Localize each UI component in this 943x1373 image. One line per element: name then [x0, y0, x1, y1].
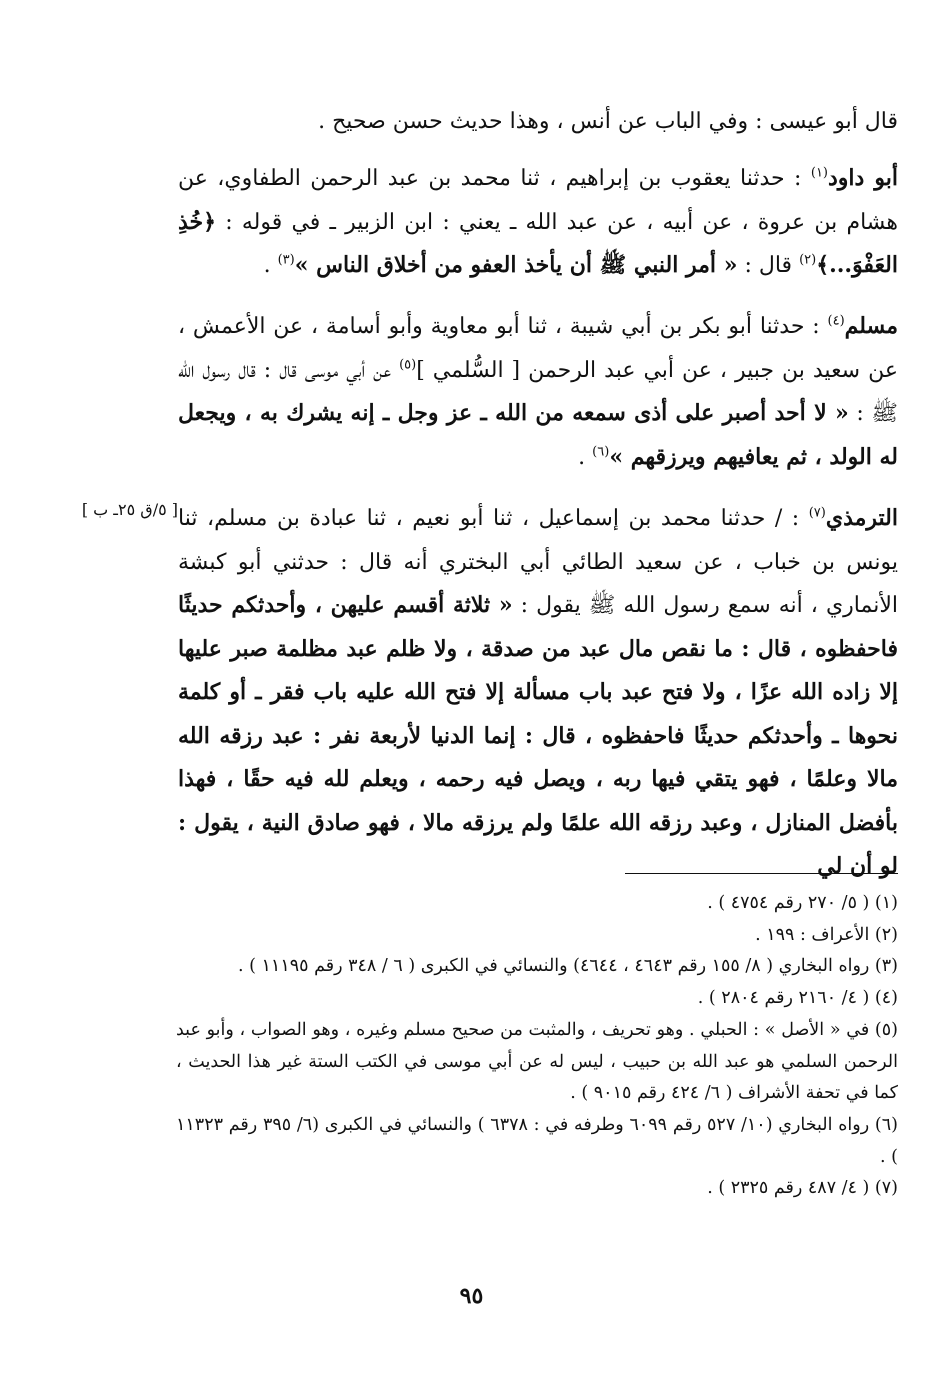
- footnote-marker: (١): [810, 165, 828, 181]
- footnote-1: (١) ( ٥/ ٢٧٠ رقم ٤٧٥٤ ) .: [707, 893, 898, 913]
- source-name: الترمذي: [825, 505, 898, 531]
- footnotes-list: [176, 888, 898, 1205]
- text-run: : / حدثنا محمد بن إسماعيل ، ثنا أبو نعيم ، ثنا عبادة بن مسلم، ثنا يونس بن خباب ، عن سعيد الطائي أبي البختري أنه قال : حدثني أبو كبشة الأنماري ، أنه سمع رسول الله ﷺ يقول :: [178, 506, 899, 618]
- footnote-5: (٥) في « الأصل » : الحبلي . وهو تحريف ، والمثبت من صحيح مسلم وغيره ، وهو الصواب ، وأبو عبد الرحمن السلمي هو عبد الله بن حبيب ، ليس له عن أبي موسى في الكتب الستة غير هذا الحديث ، كما في تحفة الأشراف ( ٦/ ٤٢٤ رقم ٩٠١٥ ) .: [176, 1019, 898, 1104]
- footnote-7: (٧) ( ٤/ ٤٨٧ رقم ٢٣٢٥ ) .: [707, 1178, 898, 1199]
- manuscript-folio-note: [ ٥/ق ٢٥ـ ب ]: [81, 500, 178, 519]
- paragraph-3: [178, 305, 898, 479]
- paragraph-2: [178, 157, 898, 288]
- quoted-text: ﴿خُذِ العَفْوَ...﴾: [178, 208, 898, 278]
- text-run: .: [263, 253, 278, 278]
- page-number: ٩٥: [459, 1283, 484, 1309]
- footnote-marker: (٥): [399, 357, 417, 373]
- footnote-marker: (٢): [799, 252, 817, 268]
- paragraph-4: [178, 497, 898, 889]
- quoted-text: « لا أحد أصبر على أذى سمعه من الله ـ عز وجل ـ إنه يشرك به ، ويجعل له الولد ، ثم يعافيهم ويرزقهم »: [178, 400, 898, 470]
- text-run: .: [578, 444, 593, 470]
- text-run: قال :: [737, 253, 800, 278]
- paragraph-1: [178, 100, 898, 144]
- text-run: عن أبي موسى قال : قال رسول الله ﷺ :: [178, 357, 898, 426]
- footnote-4: (٤) ( ٤/ ٢١٦٠ رقم ٢٨٠٤ ) .: [697, 988, 898, 1009]
- source-name: مسلم: [844, 313, 898, 339]
- footnote-marker: (٣): [277, 252, 295, 268]
- footnote-marker: (٧): [808, 505, 826, 521]
- text-run: : حدثنا أبو بكر بن أبي شيبة ، ثنا أبو معاوية وأبو أسامة ، عن الأعمش ، عن سعيد بن جبير ، عن أبي عبد الرحمن [ السُّلمي ]: [178, 314, 898, 383]
- text-run: : حدثنا يعقوب بن إبراهيم ، ثنا محمد بن عبد الرحمن الطفاوي، عن هشام بن عروة ، عن أبيه ، عن عبد الله ـ يعني : ابن الزبير ـ في قوله :: [178, 166, 898, 235]
- footnote-marker: (٦): [592, 444, 610, 460]
- footnote-6: (٦) رواه البخاري (١٠/ ٥٢٧ رقم ٦٠٩٩ وطرفه في : ٦٣٧٨ ) والنسائي في الكبرى (٦/ ٣٩٥ رقم ١١٣٢٣ ) .: [176, 1114, 898, 1167]
- source-name: أبو داود: [828, 165, 898, 191]
- footnote-2: (٢) الأعراف : ١٩٩ .: [755, 924, 898, 945]
- quoted-text: « أمر النبي ﷺ أن يأخذ العفو من أخلاق الناس »: [294, 252, 738, 278]
- footnote-3: (٣) رواه البخاري ( ٨/ ١٥٥ رقم ٤٦٤٣ ، ٤٦٤٤) والنسائي في الكبرى ( ٦ / ٣٤٨ رقم ١١١٩٥ ) .: [238, 956, 898, 977]
- quoted-text: « ثلاثة أقسم عليهن ، وأحدثكم حديثًا فاحفظوه ، قال : ما نقص مال عبد من صدقة ، ولا ظلم عبد مظلمة صبر عليها إلا زاده الله عزًا ، ولا فتح عبد باب مسألة إلا فتح الله عليه باب فقر ـ أو كلمة نحوها ـ وأحدثكم حديثًا فاحفظوه ، قال : إنما الدنيا لأربعة نفر : عبد رزقه الله مالا وعلمًا ، فهو يتقي فيها ربه ، ويصل فيه رحمه ، ويعلم لله فيه حقًا ، فهذا بأفضل المنازل ، وعبد رزقه الله علمًا ولم يرزقه مالا ، فهو صادق النية ، يقول : لو أن لي: [178, 592, 898, 879]
- footnote-separator: [625, 873, 898, 874]
- footnote-marker: (٤): [827, 313, 845, 329]
- text-run: قال أبو عيسى : وفي الباب عن أنس ، وهذا حديث حسن صحيح .: [318, 109, 898, 134]
